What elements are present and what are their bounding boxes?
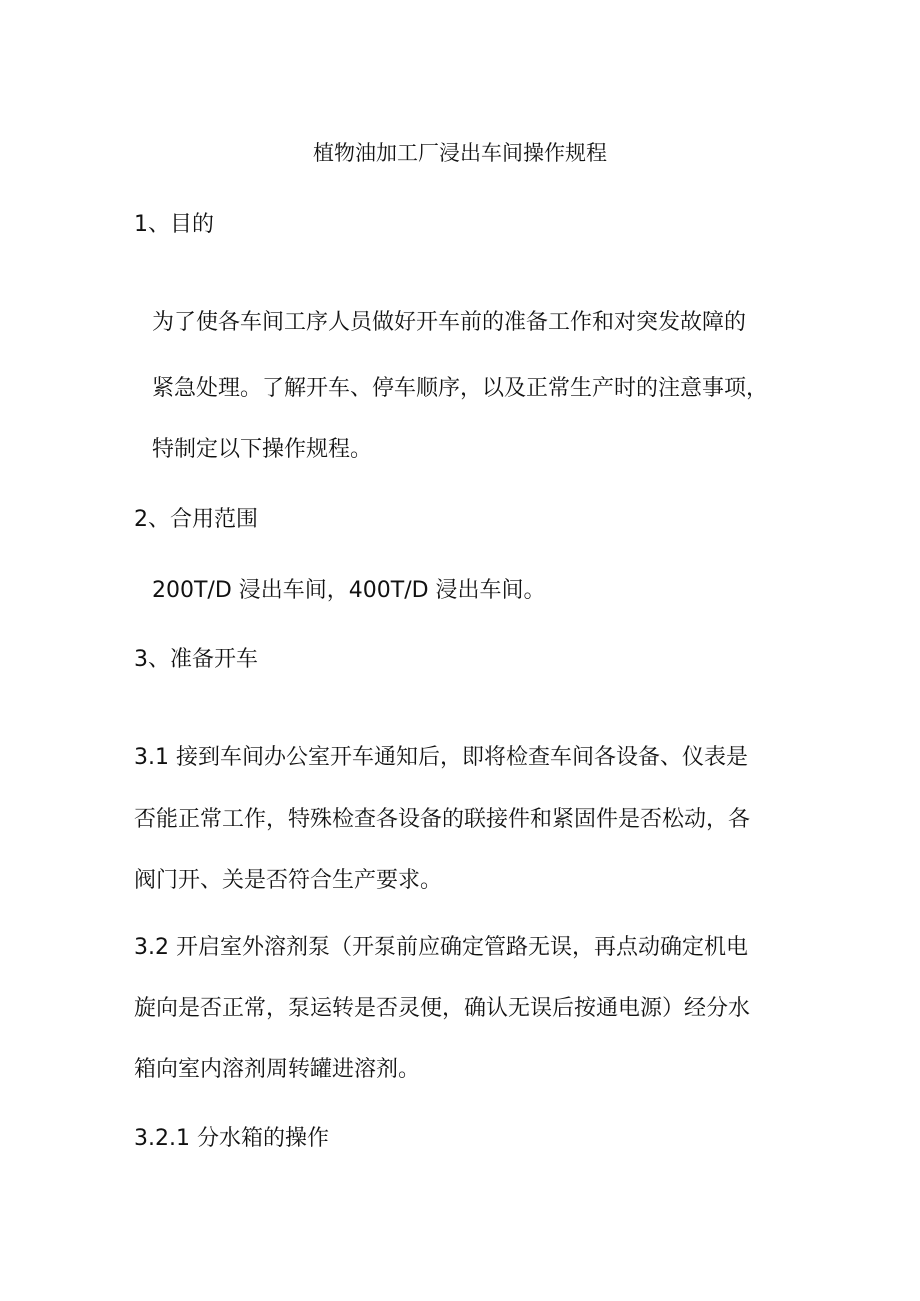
paragraph-line: 3.1 接到车间办公室开车通知后，即将检查车间各设备、仪表是 <box>134 745 748 770</box>
section-heading-scope: 2、合用范围 <box>134 507 258 532</box>
paragraph-line: 特制定以下操作规程。 <box>152 437 373 462</box>
paragraph-line: 阀门开、关是否符合生产要求。 <box>134 868 443 893</box>
paragraph-line: 3.2 开启室外溶剂泵（开泵前应确定管路无误，再点动确定机电 <box>134 935 748 960</box>
section-heading-startup: 3、准备开车 <box>134 647 258 672</box>
paragraph-line: 箱向室内溶剂周转罐进溶剂。 <box>134 1057 421 1082</box>
paragraph-line: 200T/D 浸出车间，400T/D 浸出车间。 <box>152 578 546 603</box>
paragraph-line: 否能正常工作，特殊检查各设备的联接件和紧固件是否松动，各 <box>134 807 751 832</box>
paragraph-line: 旋向是否正常，泵运转是否灵便，确认无误后按通电源）经分水 <box>134 996 751 1021</box>
paragraph-line: 为了使各车间工序人员做好开车前的准备工作和对突发故障的 <box>152 310 747 335</box>
section-heading-purpose: 1、目的 <box>134 212 214 237</box>
paragraph-line: 紧急处理。了解开车、停车顺序，以及正常生产时的注意事项， <box>152 376 769 401</box>
subsection-heading: 3.2.1 分水箱的操作 <box>134 1126 329 1151</box>
document-title: 植物油加工厂浸出车间操作规程 <box>313 141 607 165</box>
